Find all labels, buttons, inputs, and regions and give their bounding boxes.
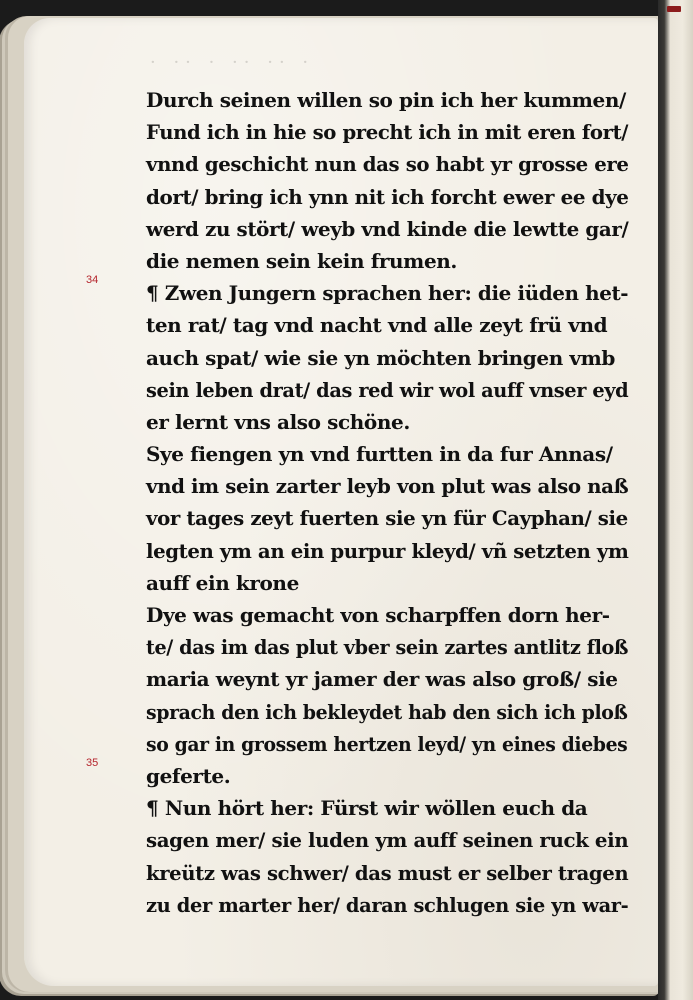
text-line: dort/ bring ich ynn nit ich forcht ewer ee dye — [146, 184, 629, 209]
text-line: vnd im sein zarter leyb von plut was also naß — [146, 474, 629, 499]
text-line: Dye was gemacht von scharpffen dorn her- — [146, 603, 610, 627]
text-line: Fund ich in hie so precht ich in mit eren fort/ — [146, 120, 629, 145]
text-line: Sye fiengen yn vnd furtten in da fur Annas/ — [146, 442, 613, 467]
text-line: er lernt vns also schöne. — [146, 409, 410, 434]
line-number-35: 35 — [86, 757, 99, 769]
book-gutter — [658, 0, 693, 1000]
text-line: auff ein krone — [146, 570, 299, 595]
text-line: zu der marter her/ daran schlugen sie yn war- — [146, 892, 629, 917]
text-line: die nemen sein kein frumen. — [146, 248, 457, 273]
bleed-through-text: · ·· · ·· ·· · — [150, 52, 315, 73]
text-line: sagen mer/ sie luden ym auff seinen ruck ein — [146, 828, 629, 853]
text-line: ten rat/ tag vnd nacht vnd alle zeyt frü vnd — [146, 313, 608, 338]
text-line: sprach den ich bekleydet hab den sich ich ploß — [146, 699, 628, 724]
text-line: vnnd geschicht nun das so habt yr grosse ere — [146, 152, 629, 177]
text-line: so gar in grossem hertzen leyd/ yn eines diebes — [146, 731, 628, 756]
ribbon-marker — [667, 6, 681, 12]
text-line: sein leben drat/ das red wir wol auff vnser eyd — [146, 377, 629, 402]
text-line: ¶ Nun hört her: Fürst wir wöllen euch da — [146, 796, 588, 821]
text-line: werd zu stört/ weyb vnd kinde die lewtte gar/ — [146, 216, 629, 241]
text-line: Durch seinen willen so pin ich her kummen/ — [146, 88, 626, 112]
line-number-34: 34 — [86, 274, 99, 286]
text-line: ¶ Zwen Jungern sprachen her: die iüden het- — [146, 281, 629, 306]
text-line: kreütz was schwer/ das must er selber tragen — [146, 860, 629, 885]
text-line: vor tages zeyt fuerten sie yn für Cayphan/ sie — [146, 506, 628, 531]
text-block — [146, 84, 629, 921]
text-line: maria weynt yr jamer der was also groß/ sie — [146, 667, 618, 692]
text-line: geferte. — [146, 763, 231, 788]
text-line: auch spat/ wie sie yn möchten bringen vmb — [146, 345, 615, 370]
text-line: legten ym an ein purpur kleyd/ vñ setzten ym — [146, 538, 629, 563]
text-line: te/ das im das plut vber sein zartes antlitz floß — [146, 635, 629, 660]
